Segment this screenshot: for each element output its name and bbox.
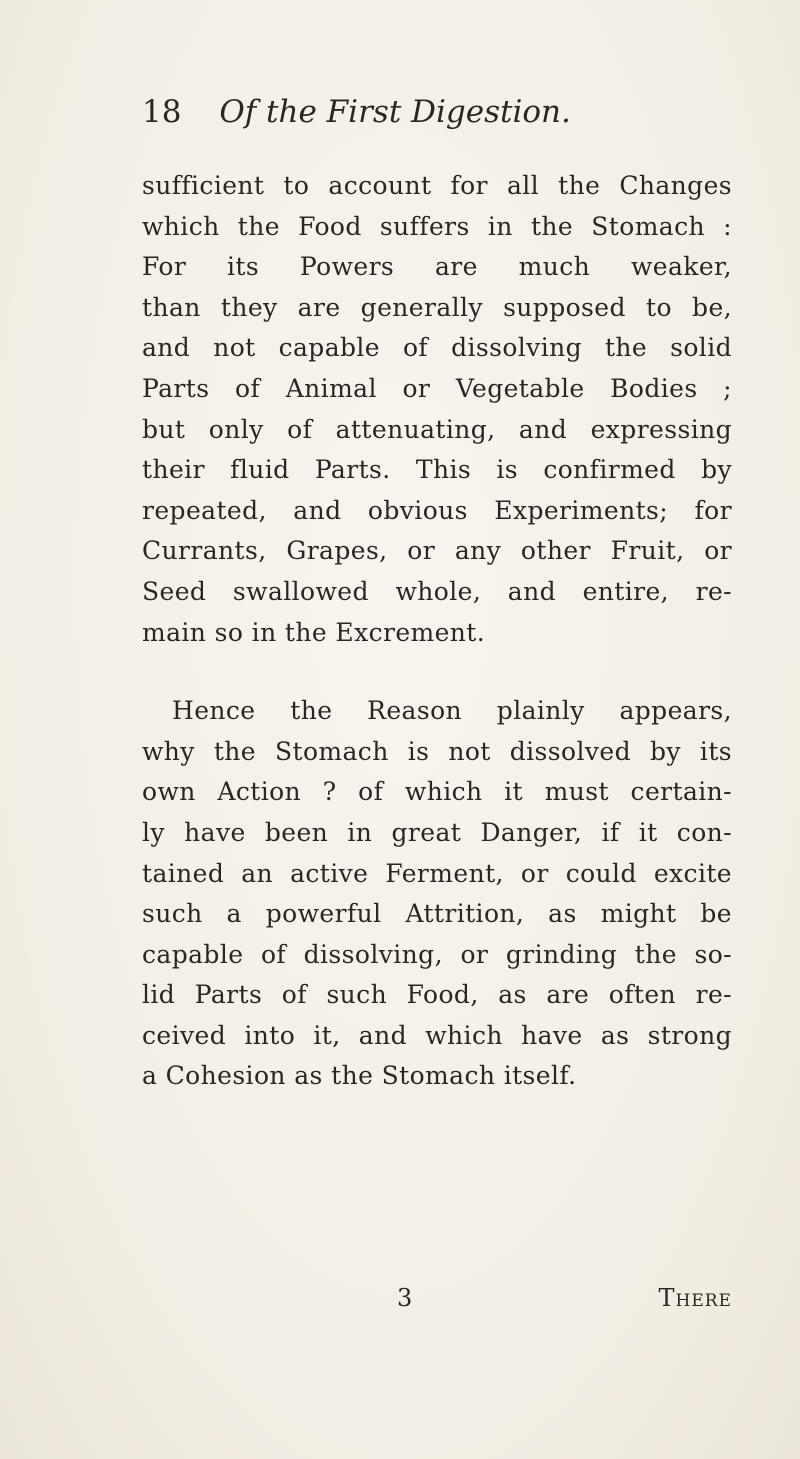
text-line: repeated, and obvious Experiments; for	[142, 495, 732, 525]
text-line: a Cohesion as the Stomach itself.	[142, 1061, 577, 1091]
text-line: their fluid Parts. This is confirmed by	[142, 455, 732, 485]
paragraph-gap	[142, 653, 732, 691]
text-line: Parts of Animal or Vegetable Bodies ;	[142, 373, 732, 403]
page-header	[142, 92, 571, 132]
text-line: Currants, Grapes, or any other Fruit, or	[142, 536, 732, 566]
catchword: There	[658, 1284, 732, 1312]
text-line: For its Powers are much weaker,	[142, 252, 732, 282]
text-line: lid Parts of such Food, as are often re-	[142, 980, 732, 1010]
signature-mark: 3	[397, 1284, 413, 1312]
running-title: Of the First Digestion.	[219, 94, 571, 130]
text-line: why the Stomach is not dissolved by its	[142, 736, 732, 766]
text-line: such a powerful Attrition, as might be	[142, 899, 732, 929]
text-line: and not capable of dissolving the solid	[142, 333, 732, 363]
text-line: ly have been in great Danger, if it con-	[142, 817, 732, 847]
text-line: main so in the Excrement.	[142, 617, 486, 647]
text-line: which the Food suffers in the Stomach :	[142, 211, 732, 241]
text-line: tained an active Ferment, or could excite	[142, 858, 732, 888]
text-line: but only of attenuating, and expressing	[142, 414, 732, 444]
text-line: own Action ? of which it must certain-	[142, 777, 732, 807]
text-line: ceived into it, and which have as strong	[142, 1020, 732, 1050]
text-line: sufficient to account for all the Changes	[142, 171, 732, 200]
paragraph-1	[142, 166, 732, 653]
page-footer	[142, 1284, 732, 1320]
text-line: Hence the Reason plainly appears,	[172, 696, 732, 726]
body-text	[142, 166, 732, 1097]
page-number: 18	[142, 94, 182, 130]
paragraph-2	[142, 691, 732, 1097]
text-line: than they are generally supposed to be,	[142, 292, 732, 322]
text-line: Seed swallowed whole, and entire, re-	[142, 576, 732, 606]
text-line: capable of dissolving, or grinding the so-	[142, 939, 732, 969]
